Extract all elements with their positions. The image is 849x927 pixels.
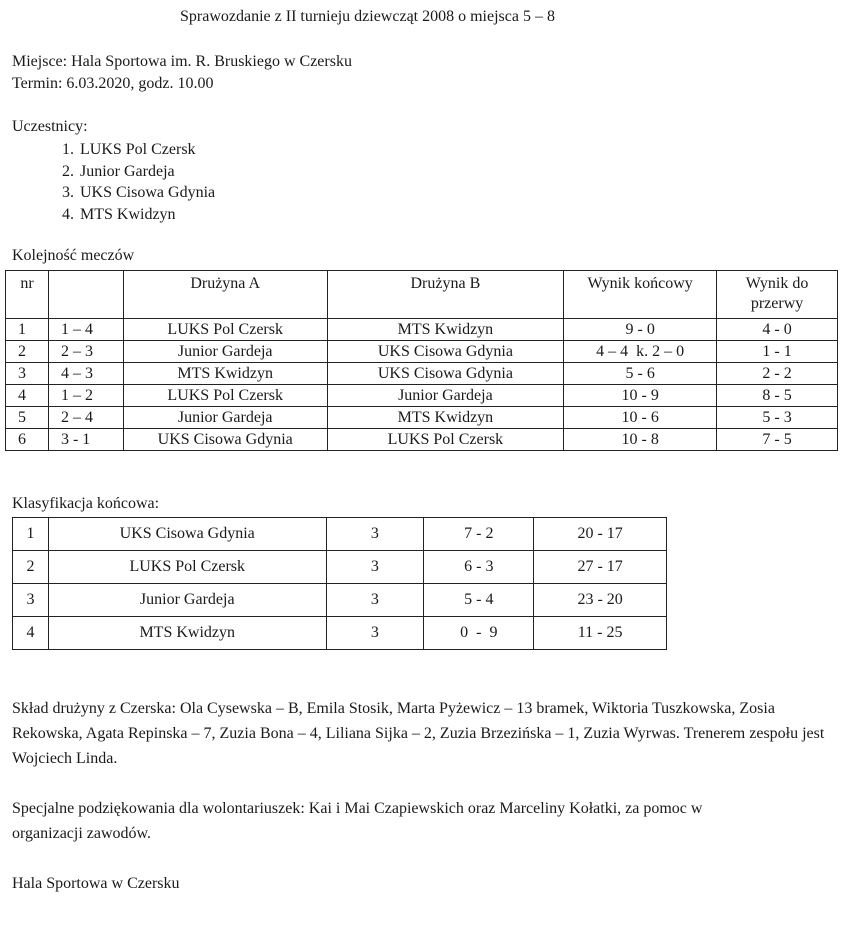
cell-points: 5 - 4 xyxy=(424,584,534,617)
list-item-name: UKS Cisowa Gdynia xyxy=(80,184,216,201)
header-halftime-line2: przerwy xyxy=(750,295,804,312)
cell-place: 1 xyxy=(13,518,49,551)
table-header-row xyxy=(6,271,838,319)
cell-points: 7 - 2 xyxy=(424,518,534,551)
cell-team: LUKS Pol Czersk xyxy=(48,551,326,584)
table-row xyxy=(6,407,838,429)
cell-team-b: Junior Gardeja xyxy=(327,385,564,407)
list-item xyxy=(40,182,215,204)
cell-pair: 3 - 1 xyxy=(48,429,123,451)
cell-goals: 27 - 17 xyxy=(534,551,667,584)
header-team-b: Drużyna B xyxy=(327,271,564,319)
list-item-name: MTS Kwidzyn xyxy=(80,205,176,223)
list-item xyxy=(40,139,215,161)
header-team-a: Drużyna A xyxy=(123,271,327,319)
cell-halftime-score: 1 - 1 xyxy=(717,341,838,363)
cell-team-b: UKS Cisowa Gdynia xyxy=(327,341,564,363)
cell-halftime-score: 2 - 2 xyxy=(717,363,838,385)
cell-nr: 5 xyxy=(6,407,49,429)
standings-heading: Klasyfikacja końcowa: xyxy=(12,495,160,512)
participants-heading: Uczestnicy: xyxy=(12,118,88,135)
list-item xyxy=(40,204,215,226)
matches-heading: Kolejność meczów xyxy=(12,247,135,264)
header-halftime-line1: Wynik do xyxy=(745,275,809,292)
cell-nr: 6 xyxy=(6,429,49,451)
cell-place: 4 xyxy=(13,617,49,650)
cell-team-a: LUKS Pol Czersk xyxy=(123,319,327,341)
table-row xyxy=(13,617,667,650)
list-item-name: LUKS Pol Czersk xyxy=(80,141,196,158)
footer-text: Hala Sportowa w Czersku xyxy=(12,875,180,892)
table-row xyxy=(13,551,667,584)
cell-final-score: 10 - 9 xyxy=(564,385,717,407)
cell-team-a: LUKS Pol Czersk xyxy=(123,385,327,407)
table-row xyxy=(6,319,838,341)
matches-table xyxy=(5,270,838,451)
cell-nr: 4 xyxy=(6,385,49,407)
cell-goals: 11 - 25 xyxy=(534,617,667,650)
cell-games: 3 xyxy=(326,617,424,650)
cell-goals: 20 - 17 xyxy=(534,518,667,551)
cell-games: 3 xyxy=(326,518,424,551)
cell-pair: 4 – 3 xyxy=(48,363,123,385)
cell-nr: 2 xyxy=(6,341,49,363)
cell-points: 6 - 3 xyxy=(424,551,534,584)
cell-halftime-score: 5 - 3 xyxy=(717,407,838,429)
cell-pair: 1 – 4 xyxy=(48,319,123,341)
list-item xyxy=(40,161,215,183)
cell-points: 0 - 9 xyxy=(424,617,534,650)
table-row xyxy=(6,341,838,363)
table-row xyxy=(13,518,667,551)
cell-final-score: 9 - 0 xyxy=(564,319,717,341)
header-halftime-score xyxy=(717,271,838,319)
cell-goals: 23 - 20 xyxy=(534,584,667,617)
cell-team-b: UKS Cisowa Gdynia xyxy=(327,363,564,385)
header-final-score: Wynik końcowy xyxy=(564,271,717,319)
cell-team-b: MTS Kwidzyn xyxy=(327,407,564,429)
table-row xyxy=(6,363,838,385)
cell-halftime-score: 8 - 5 xyxy=(717,385,838,407)
participants-list xyxy=(40,139,215,225)
page-title: Sprawozdanie z II turnieju dziewcząt 2008 o miejsca 5 – 8 xyxy=(180,8,555,25)
table-row xyxy=(6,429,838,451)
list-item-number: 4. xyxy=(62,205,74,223)
cell-pair: 2 – 4 xyxy=(48,407,123,429)
cell-games: 3 xyxy=(326,551,424,584)
squad-paragraph: Skład drużyny z Czerska: Ola Cysewska – B, Emila Stosik, Marta Pyżewicz – 13 bramek, Wiktoria Tuszkowska, Zosia Rekowska, Agata Repinska – 7, Zuzia Bona – 4, Liliana Sijka – 2, Zuzia Brzezińska – 1, Zuzia Wyrwas. Trenerem zespołu jest Wojciech Linda. xyxy=(12,700,825,767)
cell-place: 3 xyxy=(13,584,49,617)
date-line: Termin: 6.03.2020, godz. 10.00 xyxy=(12,75,214,92)
cell-team-b: LUKS Pol Czersk xyxy=(327,429,564,451)
header-nr: nr xyxy=(6,271,49,319)
cell-team: Junior Gardeja xyxy=(48,584,326,617)
cell-place: 2 xyxy=(13,551,49,584)
list-item-name: Junior Gardeja xyxy=(80,162,175,180)
list-item-number: 3. xyxy=(62,184,74,201)
cell-games: 3 xyxy=(326,584,424,617)
list-item-number: 1. xyxy=(62,141,74,158)
cell-team: UKS Cisowa Gdynia xyxy=(48,518,326,551)
cell-halftime-score: 4 - 0 xyxy=(717,319,838,341)
cell-team-a: Junior Gardeja xyxy=(123,341,327,363)
header-pair xyxy=(48,271,123,319)
cell-team-a: Junior Gardeja xyxy=(123,407,327,429)
table-row xyxy=(13,584,667,617)
table-row xyxy=(6,385,838,407)
cell-nr: 1 xyxy=(6,319,49,341)
venue-line: Miejsce: Hala Sportowa im. R. Bruskiego w Czersku xyxy=(12,53,352,70)
cell-team: MTS Kwidzyn xyxy=(48,617,326,650)
cell-nr: 3 xyxy=(6,363,49,385)
cell-team-a: UKS Cisowa Gdynia xyxy=(123,429,327,451)
cell-final-score: 10 - 6 xyxy=(564,407,717,429)
cell-pair: 2 – 3 xyxy=(48,341,123,363)
cell-final-score: 10 - 8 xyxy=(564,429,717,451)
cell-team-a: MTS Kwidzyn xyxy=(123,363,327,385)
cell-final-score: 4 – 4 k. 2 – 0 xyxy=(564,341,717,363)
cell-halftime-score: 7 - 5 xyxy=(717,429,838,451)
cell-final-score: 5 - 6 xyxy=(564,363,717,385)
cell-team-b: MTS Kwidzyn xyxy=(327,319,564,341)
list-item-number: 2. xyxy=(62,162,74,180)
thanks-paragraph: Specjalne podziękowania dla wolontariuszek: Kai i Mai Czapiewskich oraz Marceliny Kołatki, za pomoc w organizacji zawodów. xyxy=(12,800,703,842)
cell-pair: 1 – 2 xyxy=(48,385,123,407)
standings-table xyxy=(12,517,667,650)
